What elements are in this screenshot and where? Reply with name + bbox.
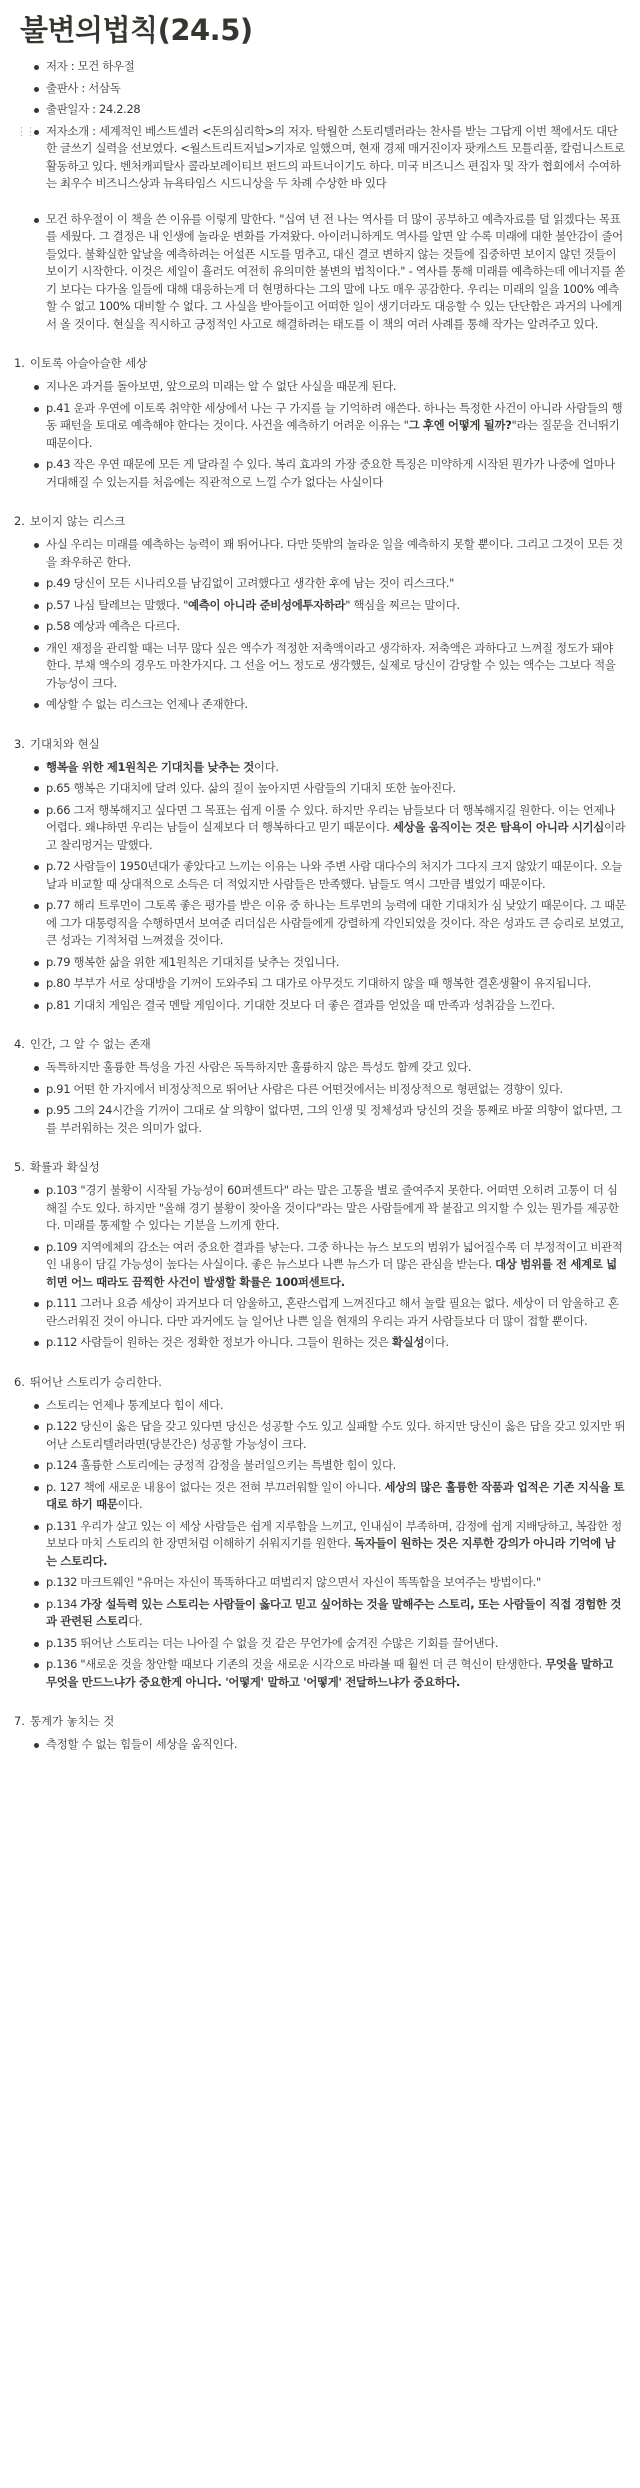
section-bullet-list [12,536,626,714]
bullet-text: 이라고 찰리멍거는 말했다. [46,820,626,852]
bullet-item [30,858,626,893]
bullet-item [30,400,626,453]
section-heading-text: 확률과 확실성 [30,1160,100,1174]
bullet-text: p.80 부부가 서로 상대방을 기꺼이 도와주되 그 대가로 아무것도 기대하지 않을 때 행복한 결혼생활이 유지됩니다. [46,976,591,990]
section-number: 5. [14,1160,25,1174]
bullet-item [30,954,626,972]
bullet-text: p.58 예상과 예측은 다르다. [46,619,180,633]
bullet-item [30,897,626,950]
bullet-item [30,1182,626,1235]
bullet-emphasis: 예측이 아니라 준비성에투자하라 [188,597,346,612]
bullet-text: 사실 우리는 미래를 예측하는 능력이 꽤 뛰어나다. 다만 뜻밖의 놀라운 일을 예측하지 못할 뿐이다. 그리고 그것이 모든 것을 좌우하곤 한다. [46,537,623,569]
bullet-emphasis: 그 후엔 어떻게 될까? [408,418,512,432]
section-heading [12,355,626,372]
bullet-text: p.79 행복한 삶을 위한 제1원칙은 기대치를 낮추는 것입니다. [46,954,340,969]
bullet-text: 지나온 과거를 돌아보면, 앞으로의 미래는 알 수 없단 사실을 때문게 된다. [46,379,397,393]
bullet-item [30,618,626,636]
bullet-text: p.95 그의 24시간을 기꺼이 그대로 살 의향이 없다면, 그의 인생 및 정체성과 당신의 것을 통째로 바꿀 의향이 없다면, 그를 부러워하는 것은 의미가 없다. [46,1103,622,1135]
bullet-item [30,597,626,615]
meta-publisher: 출판사 : 서삼독 [30,80,626,98]
section-number: 3. [14,736,25,751]
section-number: 2. [14,514,25,528]
bullet-emphasis: 행복을 위한 제1원칙은 기대치를 낮추는 것 [46,759,254,774]
bullet-text: 다. [128,1614,143,1628]
bullet-text: " 핵심을 찌르는 말이다. [345,597,460,612]
bullet-emphasis: 세상의 많은 훌륭한 작품과 업적은 기존 지식을 토대로 하기 때문 [46,1479,625,1511]
section-number: 1. [14,356,25,370]
section-heading-text: 기대치와 현실 [30,736,100,751]
bullet-item [30,1518,626,1571]
bullet-item [30,1102,626,1137]
bullet-emphasis: 독자들이 원하는 것은 지루한 강의가 아니라 기억에 남는 스토리다. [46,1536,616,1568]
section-bullet-list [12,1059,626,1137]
bullet-text: p.122 당신이 옳은 답을 갖고 있다면 당신은 성공할 수도 있고 실패할 수도 있다. 하지만 당신이 옳은 답을 갖고 있지만 뛰어난 스토리텔러라면(당분간은) 성공할 가능성이 크다. [46,1419,626,1451]
bullet-item [30,536,626,571]
bullet-item [30,1081,626,1099]
meta-author-intro [16,123,626,193]
bullet-item [30,997,626,1015]
bullet-text: p.72 사람들이 1950년대가 좋았다고 느끼는 이유는 나와 주변 사람 대다수의 처지가 그다지 크지 않았기 때문이다. 오늘날과 비교할 때 상대적으로 소득은 더 적었지만 사람들은 만족했다. 남들도 역시 그만큼 별었기 때문이다. [46,859,623,891]
bullet-item [30,1596,626,1631]
section-4 [12,1036,626,1137]
bullet-text: p.81 기대치 게임은 결국 멘탈 게임이다. 기대한 것보다 더 좋은 결과를 얻었을 때 만족과 성취감을 느낀다. [46,997,555,1012]
section-number: 4. [14,1037,25,1051]
bullet-emphasis: 무엇을 말하고 무엇을 만드느냐가 중요한게 아니다. '어떻게' 말하고 '어떻게' 전달하느냐가 중요하다. [46,1657,614,1689]
section-bullet-list [12,1182,626,1352]
bullet-item [30,1239,626,1292]
bullet-item [30,802,626,855]
bullet-text: p.135 뛰어난 스토리는 더는 나아질 수 없을 것 같은 무언가에 숨겨진 수많은 기회를 끌어낸다. [46,1635,499,1650]
section-heading-text: 통계가 놓치는 것 [30,1714,115,1728]
section-number: 7. [14,1714,25,1728]
bullet-item [30,975,626,993]
section-3 [12,736,626,1015]
bullet-text: p.77 해리 트루먼이 그토록 좋은 평가를 받은 이유 중 하나는 트루먼의 능력에 대한 기대치가 심 낮았기 때문이다. 그 때문에 그가 대통령직을 수행하면서 보여준 리더십은 사람들에게 강렬하게 각인되었을 것이다. 작은 성과도 큰 승리로 보였고, 큰 성과는 기적처럼 느껴졌을 것이다. [46,898,626,947]
bullet-item [30,1656,626,1691]
bullet-emphasis: 확실성 [391,1335,425,1349]
section-heading [12,736,626,753]
section-bullet-list [12,1736,626,1754]
bullet-item [30,780,626,798]
bullet-text: p.65 행복은 기대치에 달려 있다. 삶의 질이 높아지면 사람들의 기대치 또한 높아진다. [46,781,456,795]
bullet-text: 스토리는 언제나 통계보다 힘이 세다. [46,1397,224,1412]
bullet-item [30,1334,626,1352]
section-2 [12,513,626,714]
bullet-item [30,759,626,777]
bullet-emphasis: 대상 범위를 전 세계로 넓히면 어느 때라도 끔찍한 사건이 발생할 확률은 100퍼센트다. [46,1257,617,1289]
section-heading-text: 인간, 그 알 수 없는 존재 [30,1037,151,1051]
bullet-item [30,1736,626,1754]
bullet-item [30,640,626,693]
bullet-item [30,1397,626,1415]
drag-handle-icon[interactable]: ⋮⋮ [16,124,34,138]
bullet-item [30,378,626,396]
section-heading [12,1713,626,1730]
bullet-text: p.134 [46,1596,81,1611]
bullet-text: p.103 "경기 불황이 시작될 가능성이 60퍼센트다" 라는 말은 고통을 별로 줄여주지 못한다. 어떠면 오히려 고통이 더 심해질 수도 있다. 하지만 "올해 경기 불황이 찾아올 것이다"라는 말은 사람들에게 꽉 붙잡고 의지할 수 있는 뭔가를 제공한다. 미래를 통제할 수 있다는 기분을 느끼게 한다. [46,1183,619,1232]
section-1 [12,355,626,491]
bullet-text: p. 127 책에 새로운 내용이 없다는 것은 전혀 부끄러워할 일이 아니다. [46,1479,385,1494]
section-heading-text: 이토록 아슬아슬한 세상 [30,356,148,370]
section-5 [12,1159,626,1352]
author-intro-text: 저자소개 : 세계적인 베스트셀러 <돈의심리학>의 저자. 탁월한 스토리텔러라는 찬사를 받는 그답게 이번 책에서도 대단한 글쓰기 실력을 선보였다. <월스트리트저널>기자로 일했으며, 현재 경제 매거진이자 팟캐스트 모틀리풀, 칼럼니스트로 활동하고 있다. 벤처캐피탈사 콜라보레이티브 펀드의 파트너이기도 하다. 미국 비즈니스 편집자 및 작가 협회에서 수여하는 최우수 비즈니스상과 뉴욕타임스 시드니상을 두 차례 수상한 바 있다 [46,123,625,190]
section-heading [12,1374,626,1391]
bullet-text: p.66 그저 행복해지고 싶다면 그 목표는 쉽게 이룰 수 있다. 하지만 우리는 남들보다 더 행복해지길 원한다. 이는 언제나 어렵다. 왜냐하면 우리는 남들이 실제보다 더 행복하다고 믿기 때문이다. [46,802,615,834]
bullet-text: p.111 그러나 요즘 세상이 과거보다 더 암울하고, 혼란스럽게 느껴진다고 해서 놀랄 필요는 없다. 세상이 더 암울하고 혼란스러워진 것이 아니다. 다만 과거에도 늘 일어난 나쁜 일을 현재의 우리는 과거 사람들보다 더 많이 접할 뿐이다. [46,1296,619,1328]
bullet-text: p.57 나심 탈레브는 말했다. " [46,597,189,612]
bullet-text: p.124 훌륭한 스토리에는 긍정적 감정을 불러일으키는 특별한 힘이 있다. [46,1458,396,1472]
bullet-text: p.41 운과 우연에 이토록 취약한 세상에서 나는 구 가지를 늘 기억하려 애쓴다. 하나는 특정한 사건이 아니라 사람들의 행동 패턴을 토대로 예측해야 한다는 것이다. 사건을 예측하기 어려운 이유는 " [46,400,623,432]
bullet-text: 이다. [117,1497,143,1511]
bullet-text: 개인 재정을 관리할 때는 너무 많다 싶은 액수가 적정한 저축액이라고 생각하자. 저축액은 과하다고 느껴질 정도가 돼야 한다. 부채 액수의 경우도 마찬가지다. 그 선을 어느 정도로 생각했든, 실제로 당신이 감당할 수 있는 액수는 그보다 적을 가능성이 크다. [46,640,616,690]
bullet-text: p.91 어떤 한 가지에서 비정상적으로 뛰어난 사람은 다른 어떤것에서는 비정상적으로 형편없는 경향이 있다. [46,1081,563,1096]
bullet-item [30,575,626,593]
bullet-item [30,1479,626,1514]
bullet-text: 이다. [424,1335,449,1349]
section-heading-text: 보이지 않는 리스크 [30,514,126,528]
sections-container [12,355,626,1754]
section-7 [12,1713,626,1754]
page-title: 불변의법칙(24.5) [20,13,253,47]
bullet-item [30,696,626,714]
section-heading [12,513,626,530]
bullet-text: 측정할 수 없는 힘들이 세상을 움직인다. [46,1737,238,1751]
bullet-text: p.112 사람들이 원하는 것은 정확한 정보가 아니다. 그들이 원하는 것은 [46,1335,392,1349]
bullet-text: p.109 지역에체의 감소는 여러 중요한 결과를 낳는다. 그중 하나는 뉴스 보도의 범위가 넓어질수록 더 부정적이고 비관적인 내용이 담길 가능성이 높다는 사실이다. 좋은 뉴스보다 나쁜 뉴스가 더 많은 관심을 받는다. [46,1239,623,1271]
bullet-item [30,1635,626,1653]
section-bullet-list [12,1397,626,1692]
meta-publish-date: 출판일자 : 24.2.28 [30,101,626,119]
bullet-item [30,1574,626,1592]
bullet-text: p.132 마크트웨인 "유머는 자신이 똑똑하다고 떠벌리지 않으면서 자신이 똑똑함을 보여주는 방법이다." [46,1575,541,1589]
bullet-text: p.49 당신이 모든 시나리오를 남김없이 고려했다고 생각한 후에 남는 것이 리스크다." [46,576,455,590]
meta-author: 저자 : 모건 하우절 [30,58,626,76]
bullet-text: 이다. [253,759,279,774]
bullet-item [30,1295,626,1330]
section-heading-text: 뛰어난 스토리가 승리한다. [30,1374,162,1389]
section-6 [12,1374,626,1692]
bullet-text: p.131 우리가 살고 있는 이 세상 사람들은 쉽게 지루함을 느끼고, 인내심이 부족하며, 감정에 쉽게 지배당하고, 복잡한 정보보다 마치 스토리의 한 장면처럼 이해하기 쉬워지기를 원한다. [46,1518,622,1550]
bullet-item [30,1457,626,1475]
bullet-emphasis: 세상을 움직이는 것은 탐욕이 아니라 시기심 [392,820,604,834]
bullet-text: p.43 작은 우연 때문에 모든 게 달라질 수 있다. 복리 효과의 가장 중요한 특징은 미약하게 시작된 뭔가가 나중에 얼마나 거대해질 수 있는지를 처음에는 직관적으로 느낄 수가 없다는 사실이다 [46,457,615,489]
bullet-text: "라는 질문을 건너뛰기 때문이다. [46,418,620,450]
section-number: 6. [14,1374,25,1389]
bullet-text: p.136 "새로운 것을 창안할 때보다 기존의 것을 새로운 시각으로 바라볼 때 훨씬 더 큰 혁신이 탄생한다. [46,1657,546,1671]
section-bullet-list [12,378,626,491]
section-bullet-list [12,759,626,1015]
section-heading [12,1159,626,1176]
bullet-text: 독특하지만 훌륭한 특성을 가진 사람은 독특하지만 훌륭하지 않은 특성도 함께 갖고 있다. [46,1060,472,1074]
overview-paragraph: 모건 하우절이 이 책을 쓴 이유를 이렇게 말한다. "십여 년 전 나는 역사를 더 많이 공부하고 예측자료를 덜 읽겠다는 목표를 세웠다. 그 결정은 내 인생에 놀라운 변화를 가져왔다. 아이러니하게도 역사를 알면 알 수록 미래에 대한 불안감이 줄어들었다. 불확실한 앞날을 예측하려는 어설픈 시도를 멈추고, 대신 결코 변하지 않는 것들에 집중하면 보이지 않던 것들이 보이기 시작한다. 이것은 세일이 흘러도 여전히 유의미한 불변의 법칙이다." - 역사를 통해 미래를 예측하는데 에너지를 쏟기 보다는 다가올 일들에 대해 대응하는게 더 현명하다는 그의 말에 나도 매우 공감한다. 우리는 미래의 일을 100% 예측할 수 없고 100% 대비할 수 없다. 그 사실을 받아들이고 어떠한 일이 생기더라도 대응할 수 있는 단단함은 과거의 나에게서 올 것이다. 현실을 직시하고 긍정적인 사고로 해결하려는 태도를 이 책의 여러 사례를 통해 작가는 알려주고 있다. [30,211,626,334]
bullet-item [30,1059,626,1077]
meta-list [12,58,626,333]
section-heading [12,1036,626,1053]
bullet-item [30,456,626,491]
bullet-emphasis: 가장 설득력 있는 스토리는 사람들이 옳다고 믿고 싶어하는 것을 말해주는 스토리, 또는 사람들이 직접 경험한 것과 관련된 스토리 [46,1596,622,1628]
bullet-text: 예상할 수 없는 리스크는 언제나 존재한다. [46,697,248,711]
bullet-item [30,1418,626,1453]
